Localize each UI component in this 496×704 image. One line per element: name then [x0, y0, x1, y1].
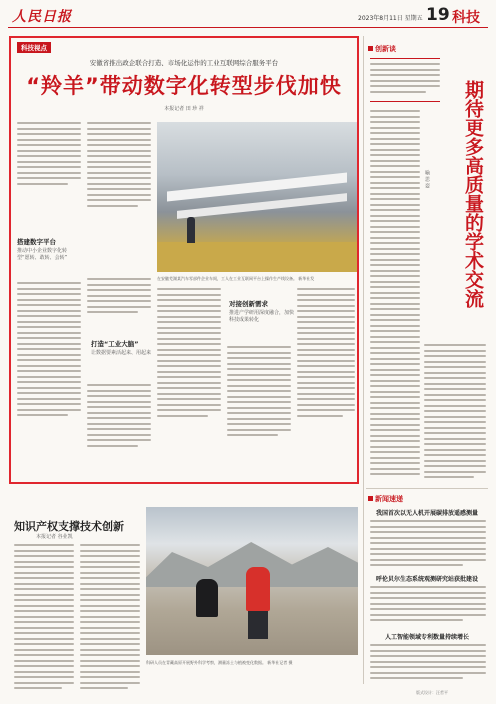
ip-article-headline[interactable]: 知识产权支撑技术创新 [14, 520, 124, 533]
page-number: 19 [426, 5, 450, 25]
innov-body [370, 110, 420, 484]
article-body-column-3 [157, 288, 221, 478]
subsection-2 [91, 340, 151, 357]
subsection-title: 搭建数字平台 [17, 238, 56, 246]
article-body-column-2 [87, 122, 151, 272]
innov-headline[interactable]: 期待更多高质量的学术交流 [462, 80, 484, 308]
news-headline-1[interactable]: 我国首次以无人机开展碳排放遥感测量 [375, 510, 478, 517]
subsection-3 [229, 300, 295, 324]
news-brief-tag: 新闻速递 [368, 494, 403, 504]
subsection-title: 打造“工业大脑” [91, 340, 139, 348]
factory-photo[interactable] [157, 122, 357, 272]
subsection-1 [17, 238, 77, 262]
news-body-1 [370, 520, 486, 566]
innovation-tag: 创新谈 [368, 44, 396, 54]
photo-worker [187, 217, 195, 243]
photo-researcher-dark [196, 579, 218, 617]
page-footer: 版式设计：汪哲平 [416, 690, 448, 695]
photo-floor [157, 242, 357, 272]
news-body-2 [370, 586, 486, 626]
subsection-desc: 推动中小企业数字化转型“愿转、敢转、会转” [17, 248, 68, 261]
innov-body-2 [424, 344, 486, 484]
column-divider [363, 36, 364, 684]
field-research-photo[interactable] [146, 507, 358, 655]
feature-kicker: 科技视点 [17, 42, 51, 53]
subsection-desc: 让数据要素活起来、用起来 [91, 350, 152, 356]
photo-researcher-legs [248, 611, 268, 639]
masthead [8, 4, 488, 28]
section-name: 科技 [452, 10, 480, 26]
newspaper-logo[interactable]: 人民日报 [12, 9, 72, 25]
article-body-column-4 [227, 346, 291, 478]
main-feature-article[interactable] [9, 36, 359, 484]
feature-byline: 本报记者 田 珍 祥 [164, 106, 204, 112]
news-body-3 [370, 644, 486, 684]
ip-article-body-2 [80, 544, 140, 692]
feature-subhead: 安徽省推出政企联合打造、市场化运作的工业互联网综合服务平台 [89, 59, 279, 67]
subsection-desc: 推进产学研用深度融合，加快科技成果转化 [229, 310, 295, 323]
section-divider [366, 488, 488, 489]
article-body-column-5 [297, 288, 355, 478]
article-body-column-2c [87, 384, 151, 478]
ip-article-body-1 [14, 544, 74, 692]
article-body-column-2b [87, 278, 151, 338]
photo-researcher-red [246, 567, 270, 611]
article-body-column-1 [17, 122, 81, 232]
field-photo-caption: 科研人员在青藏高原开展野外科学考察，测量冻土与植被变化数据。 新华社记者 摄 [146, 660, 293, 665]
news-headline-2[interactable]: 呼伦贝尔生态系统观测研究站获批建设 [375, 576, 478, 583]
feature-headline[interactable]: “羚羊”带动数字化转型步伐加快 [26, 74, 342, 98]
issue-date: 2023年8月11日 星期五 [358, 15, 423, 22]
article-body-column-1b [17, 282, 81, 478]
factory-photo-caption: 在安徽芜湖某汽车零部件企业车间，工人在工业互联网平台上操作生产线设备。 新华社发 [157, 276, 315, 281]
innov-author: 喻 思 娈 [424, 170, 430, 189]
subsection-title: 对接创新需求 [229, 300, 268, 308]
ip-article-byline: 本报记者 谷业凯 [36, 534, 73, 540]
news-headline-3[interactable]: 人工智能领域专利数量持续增长 [384, 634, 469, 641]
innov-lead-box [370, 58, 440, 102]
